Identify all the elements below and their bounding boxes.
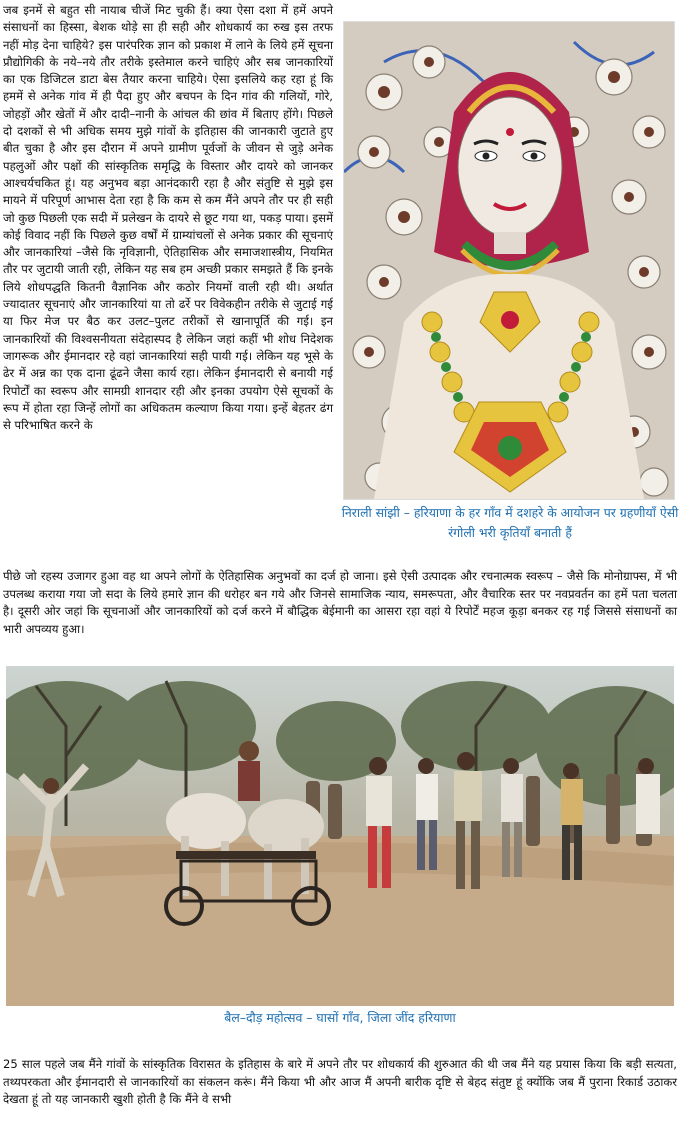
bull-race-caption: बैल–दौड़ महोत्सव – घासों गाँव, जिला जींद हरियाणा — [224, 1010, 456, 1025]
sanjhi-photo — [343, 21, 675, 500]
sanjhi-caption: निराली सांझी – हरियाणा के हर गाँव में दशहरे के आयोजन पर ग्रहणीयाँ ऐसी रंगोली भरी कृतियाँ बनाती हैं — [341, 505, 679, 540]
paragraph-bottom: 25 साल पहले जब मैंने गांवों के सांस्कृतिक विरासत के इतिहास के बारे में अपने तौर पर शोधकार्य की शुरुआत की थी जब मैंने यह प्रयास किया कि बड़ी सत्यता, तथ्यपरकता और ईमानदारी से जानकारियों का संकलन करूं। मैंने किया भी और आज मैं अपनी बारीक दृष्टि से बेहद संतुष्ट हूं क्योंकि जब मैं पुराना रिकार्ड उठाकर देखता हूं तो यह जानकारी खुशी होती है कि मैंने वे सभी — [3, 1057, 677, 1107]
bull-race-photo — [6, 666, 674, 1006]
bottom-text — [3, 1056, 677, 1109]
full-width-text — [3, 568, 677, 638]
left-column-text — [3, 2, 333, 434]
paragraph-column: जब इनमें से बहुत सी नायाब चीजें मिट चुकी हैं। क्या ऐसा दशा में हमें अपने संसाधनों का हिस्सा, बेशक थोड़े सा ही सही और शोधकार्य का रुख इस तरफ नहीं मोड़ देना चाहिये? इस पारंपरिक ज्ञान को प्रकाश में लाने के लिये हमें सूचना प्रौद्योगिकी के नये–नये तौर तरीके इस्तेमाल करने चाहिएं और सब जानकारियों का एक डिजिटल डाटा बेस तैयार करना चाहिये। ऐसा इसलिये कह रहा हूं कि हममें से अनेक गांव में ही पैदा हुए और बचपन के दिन गांव की गलियों, गोरे, जोहड़ों और खेतों में और दादी–नानी के आंचल की छांव में बिताए होंगे। पिछले दो दशकों से भी अधिक समय मुझे गांवों के इतिहास की जानकारी जुटाते हुए बीत चुका है और इस दौरान में अपने ग्रामीण पूर्वजों के जीवन से जुड़े अनेक पहलुओं और पक्षों की सांस्कृतिक समृद्धि के विस्तार और दायरे को जानकर आश्चर्यचकित हूं। यह अनुभव बड़ा आनंदकारी रहा है और संतुष्टि से मुझे इस मायने में परिपूर्ण आभास देता रहा है कि कम से कम मैंने अपने तौर पर ही सही जो कुछ पिछली एक सदी में प्रलेखन के दायरे से छूट गया था, पकड़ पाया। इसमें कोई विवाद नहीं कि पिछले कुछ वर्षों में ग्राम्यांचलों से अनेक प्रकार की सूचनाएं और जानकारियां –जैसे कि नृविज्ञानी, ऐतिहासिक और समाजशास्त्रीय, नियमित तौर पर जुटायी जाती रही, लेकिन यह सब हम अच्छी प्रकार समझते हैं कि इनके लिये शोधपद्धति कितनी वैज्ञानिक और कठोर नियमों वाली रही थी। अर्थात ज्यादातर सूचनाएं और जानकारियां या तो ढर्रे पर विवेकहीन तरीके से जुटाई गई या फिर मेज पर बैठ कर उलट–पुलट तरीकों से खानापूर्ति की गई। इन जानकारियों की विश्वसनीयता संदेहास्पद है लेकिन जहां कहीं भी शोध निदेशक जागरूक और ईमानदार रहे वहां जानकारियां सही पायी गई। लेकिन यह भूसे के ढेर में अन्न का एक दाना ढूंढने जैसा कार्य रहा। लेकिन ईमानदारी से बनायी गई रिपोर्टों का स्वरूप और सामग्री शानदार रही और इनका उपयोग ऐसे सूचकों के रूप में होता रहा जिन्हें लोगों का अधिकतम कल्याण किया गया। इन्हें बेहतर ढंग से परिभाषित करने के — [3, 3, 333, 433]
paragraph-full: पीछे जो रहस्य उजागर हुआ वह था अपने लोगों के ऐतिहासिक अनुभवों का दर्ज हो जाना। इसे ऐसी उत्पादक और रचनात्मक स्वरूप – जैसे कि मोनोग्राफ्स, में भी उपलब्ध कराया गया जो सदा के लिये हमारे ज्ञान की धरोहर बन गये और जिनसे सामाजिक न्याय, समरूपता, और वैचारिक स्तर पर नवप्रवर्तन का हमें पता चलता है। दूसरी ओर जहां कि सूचनाओं और जानकारियों को दर्ज करने में बौद्धिक बेईमानी का आसरा रहा वहां ये रिपोर्टें महज कूड़ा बनकर रह गई जिससे संसाधनों का भारी अपव्यय हुआ। — [3, 569, 677, 636]
